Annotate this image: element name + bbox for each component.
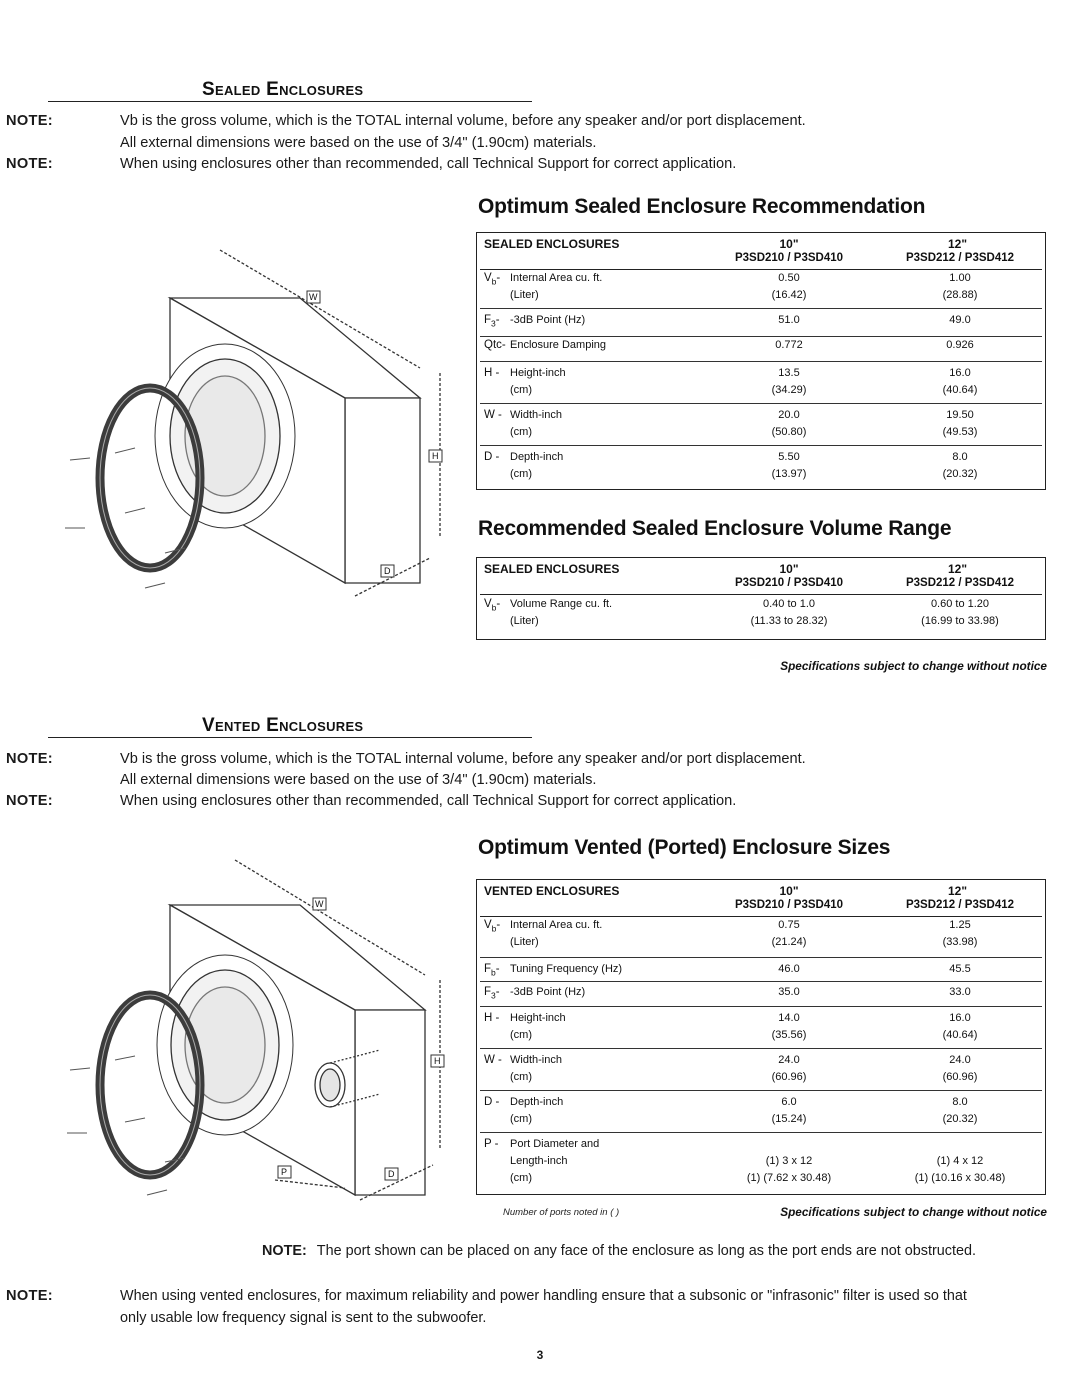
models-12-inch: P3SD212 / P3SD412 xyxy=(905,577,1015,589)
value-10: 0.75 xyxy=(778,919,800,931)
value-10: 51.0 xyxy=(778,314,800,326)
models-10-inch: P3SD210 / P3SD410 xyxy=(734,252,844,264)
value-12: (16.99 to 33.98) xyxy=(921,615,999,627)
note-text: When using enclosures other than recommended, call Technical Support for correct application. xyxy=(120,156,737,172)
note-text: All external dimensions were based on the use of 3/4" (1.90cm) materials. xyxy=(120,772,597,788)
row-label: (cm) xyxy=(510,426,532,438)
value-10: 14.0 xyxy=(778,1012,800,1024)
value-10: (16.42) xyxy=(771,289,807,301)
value-10: (1) 3 x 12 xyxy=(765,1155,813,1167)
column-10-inch: 10" xyxy=(779,562,799,576)
dimension-text-h: H xyxy=(434,1056,441,1066)
row-label: Width-inch xyxy=(510,1054,562,1066)
note-label: NOTE: xyxy=(6,751,53,767)
value-12: 33.0 xyxy=(949,986,971,998)
row-label: -3dB Point (Hz) xyxy=(510,314,586,326)
value-12: (28.88) xyxy=(942,289,978,301)
value-12: (49.53) xyxy=(942,426,978,438)
sealed-range-title: Recommended Sealed Enclosure Volume Range xyxy=(478,517,952,540)
vented-optimum-title: Optimum Vented (Ported) Enclosure Sizes xyxy=(478,836,891,859)
spec-group xyxy=(480,362,1042,404)
models-12-inch: P3SD212 / P3SD412 xyxy=(905,899,1015,911)
row-label: Tuning Frequency (Hz) xyxy=(510,963,623,975)
value-10: (35.56) xyxy=(771,1029,807,1041)
spec-group xyxy=(480,337,1042,362)
row-label: (cm) xyxy=(510,384,532,396)
port-placement-note xyxy=(262,1241,1062,1262)
row-label: (Liter) xyxy=(510,936,539,948)
row-label: (cm) xyxy=(510,1113,532,1125)
symbol: $V_b-$ xyxy=(484,598,501,613)
row-label: Length-inch xyxy=(510,1155,568,1167)
spec-group xyxy=(480,270,1042,309)
row-label: -3dB Point (Hz) xyxy=(510,986,586,998)
value-10: (13.97) xyxy=(771,468,807,480)
column-10-inch: 10" xyxy=(779,237,799,251)
table-header xyxy=(480,880,1042,917)
column-10-inch: 10" xyxy=(779,884,799,898)
sealed-optimum-title: Optimum Sealed Enclosure Recommendation xyxy=(478,195,926,218)
row-label: Depth-inch xyxy=(510,451,564,463)
note-text: only usable low frequency signal is sent to the subwoofer. xyxy=(120,1310,487,1326)
symbol: $F_3-$ xyxy=(484,314,500,329)
value-12: 0.60 to 1.20 xyxy=(930,598,990,610)
value-10: (21.24) xyxy=(771,936,807,948)
value-12: 45.5 xyxy=(949,963,971,975)
column-12-inch: 12" xyxy=(947,562,968,576)
spec-group xyxy=(480,982,1042,1007)
row-label: (Liter) xyxy=(510,289,539,301)
sealed-note-2 xyxy=(0,154,1080,176)
value-10: 0.772 xyxy=(775,339,803,351)
models-10-inch: P3SD210 / P3SD410 xyxy=(734,899,844,911)
note-text: The port shown can be placed on any face of the enclosure as long as the port ends are not obstructed. xyxy=(316,1243,976,1259)
value-12: 19.50 xyxy=(946,409,974,421)
symbol: $V_b-$ xyxy=(484,272,501,287)
value-10: 6.0 xyxy=(781,1096,797,1108)
row-label: Internal Area cu. ft. xyxy=(510,919,603,931)
value-10: (11.33 to 28.32) xyxy=(750,615,828,627)
symbol: Qtc- xyxy=(484,339,506,351)
spec-group xyxy=(480,917,1042,958)
symbol: H - xyxy=(484,1012,500,1024)
vented-enclosure-diagram xyxy=(55,850,465,1205)
spec-group xyxy=(480,446,1042,489)
note-text: Vb is the gross volume, which is the TOTAL internal volume, before any speaker and/or port displacement. xyxy=(120,113,806,129)
sealed-note-1 xyxy=(0,111,1080,155)
spec-group xyxy=(480,1091,1042,1133)
row-label: Height-inch xyxy=(510,1012,566,1024)
row-label: Depth-inch xyxy=(510,1096,564,1108)
spec-group xyxy=(480,309,1042,337)
value-12: (20.32) xyxy=(942,468,978,480)
column-12-inch: 12" xyxy=(947,884,968,898)
value-12: 49.0 xyxy=(949,314,971,326)
row-label: (cm) xyxy=(510,1071,532,1083)
value-12: (1) 4 x 12 xyxy=(936,1155,984,1167)
row-label: Enclosure Damping xyxy=(510,339,606,351)
table-header-label: SEALED ENCLOSURES xyxy=(484,562,620,576)
value-10: 0.50 xyxy=(778,272,800,284)
value-12: 8.0 xyxy=(952,451,968,463)
spec-group xyxy=(480,1007,1042,1049)
table-header-label: SEALED ENCLOSURES xyxy=(484,237,620,251)
value-12: (60.96) xyxy=(942,1071,978,1083)
dimension-text-w: W xyxy=(309,292,318,302)
spec-group xyxy=(480,1133,1042,1194)
value-10: (50.80) xyxy=(771,426,807,438)
value-10: (34.29) xyxy=(771,384,807,396)
row-label: Port Diameter and xyxy=(510,1138,600,1150)
symbol: H - xyxy=(484,367,500,379)
note-label: NOTE: xyxy=(6,793,53,809)
symbol: W - xyxy=(484,409,502,421)
sealed-optimum-table xyxy=(476,232,1046,490)
value-10: 5.50 xyxy=(778,451,800,463)
symbol: $V_b-$ xyxy=(484,919,501,934)
row-label: (cm) xyxy=(510,1029,532,1041)
sealed-enclosure-diagram xyxy=(55,238,465,608)
subsonic-filter-note xyxy=(0,1286,1080,1330)
symbol: $F_b-$ xyxy=(484,963,500,978)
note-text: All external dimensions were based on the use of 3/4" (1.90cm) materials. xyxy=(120,135,597,151)
vented-spec-note: Specifications subject to change without notice xyxy=(780,1205,1047,1219)
page-number: 3 xyxy=(536,1348,544,1362)
spec-group xyxy=(480,958,1042,982)
dimension-text-d: D xyxy=(384,566,391,576)
table-header-label: VENTED ENCLOSURES xyxy=(484,884,620,898)
vented-section-heading: Vented Enclosures xyxy=(202,715,364,736)
spec-group xyxy=(480,404,1042,446)
value-10: 35.0 xyxy=(778,986,800,998)
symbol: D - xyxy=(484,451,500,463)
note-label: NOTE: xyxy=(6,156,53,172)
row-label: (Liter) xyxy=(510,615,539,627)
table-header xyxy=(480,233,1042,270)
value-12: 16.0 xyxy=(949,1012,971,1024)
dimension-text-d: D xyxy=(388,1169,395,1179)
sealed-section-heading: Sealed Enclosures xyxy=(202,79,364,100)
value-12: 24.0 xyxy=(949,1054,971,1066)
symbol: W - xyxy=(484,1054,502,1066)
note-text: When using enclosures other than recommended, call Technical Support for correct application. xyxy=(120,793,737,809)
symbol: $F_3-$ xyxy=(484,986,500,1001)
note-label: NOTE: xyxy=(262,1243,307,1259)
symbol: P - xyxy=(484,1138,499,1150)
sealed-section-rule xyxy=(48,101,532,102)
value-12: (40.64) xyxy=(942,1029,978,1041)
dimension-text-h: H xyxy=(432,451,439,461)
spec-group xyxy=(480,1049,1042,1091)
row-label: (cm) xyxy=(510,468,532,480)
value-12: (1) (10.16 x 30.48) xyxy=(914,1172,1006,1184)
symbol: D - xyxy=(484,1096,500,1108)
vented-note-1 xyxy=(0,749,1080,793)
value-12: (33.98) xyxy=(942,936,978,948)
value-10: 24.0 xyxy=(778,1054,800,1066)
row-label: Width-inch xyxy=(510,409,562,421)
value-10: 13.5 xyxy=(778,367,800,379)
vented-optimum-table xyxy=(476,879,1046,1195)
value-12: 16.0 xyxy=(949,367,971,379)
ports-note: Number of ports noted in ( ) xyxy=(503,1207,620,1218)
row-label: Height-inch xyxy=(510,367,566,379)
value-12: (40.64) xyxy=(942,384,978,396)
vented-section-rule xyxy=(48,737,532,738)
row-label: Volume Range cu. ft. xyxy=(510,598,613,610)
models-10-inch: P3SD210 / P3SD410 xyxy=(734,577,844,589)
vented-note-2 xyxy=(0,791,1080,813)
value-10: (60.96) xyxy=(771,1071,807,1083)
dimension-text-p: P xyxy=(281,1167,288,1177)
note-text: When using vented enclosures, for maximum reliability and power handling ensure that a subsonic or "infrasonic" filter is used so that xyxy=(120,1288,967,1304)
sealed-spec-note: Specifications subject to change without notice xyxy=(780,659,1047,673)
value-10: 46.0 xyxy=(778,963,800,975)
note-text: Vb is the gross volume, which is the TOTAL internal volume, before any speaker and/or port displacement. xyxy=(120,751,806,767)
value-12: 1.00 xyxy=(949,272,971,284)
spec-group xyxy=(480,595,1042,639)
row-label: (cm) xyxy=(510,1172,532,1184)
dimension-text-w: W xyxy=(315,899,324,909)
value-10: 0.40 to 1.0 xyxy=(763,598,815,610)
value-10: (1) (7.62 x 30.48) xyxy=(746,1172,832,1184)
value-12: 1.25 xyxy=(949,919,971,931)
models-12-inch: P3SD212 / P3SD412 xyxy=(905,252,1015,264)
table-header xyxy=(480,558,1042,595)
note-label: NOTE: xyxy=(6,1288,53,1304)
value-12: 0.926 xyxy=(946,339,974,351)
note-label: NOTE: xyxy=(6,113,53,129)
value-12: 8.0 xyxy=(952,1096,968,1108)
sealed-range-table xyxy=(476,557,1046,640)
value-10: (15.24) xyxy=(771,1113,807,1125)
column-12-inch: 12" xyxy=(947,237,968,251)
value-10: 20.0 xyxy=(778,409,800,421)
row-label: Internal Area cu. ft. xyxy=(510,272,603,284)
value-12: (20.32) xyxy=(942,1113,978,1125)
